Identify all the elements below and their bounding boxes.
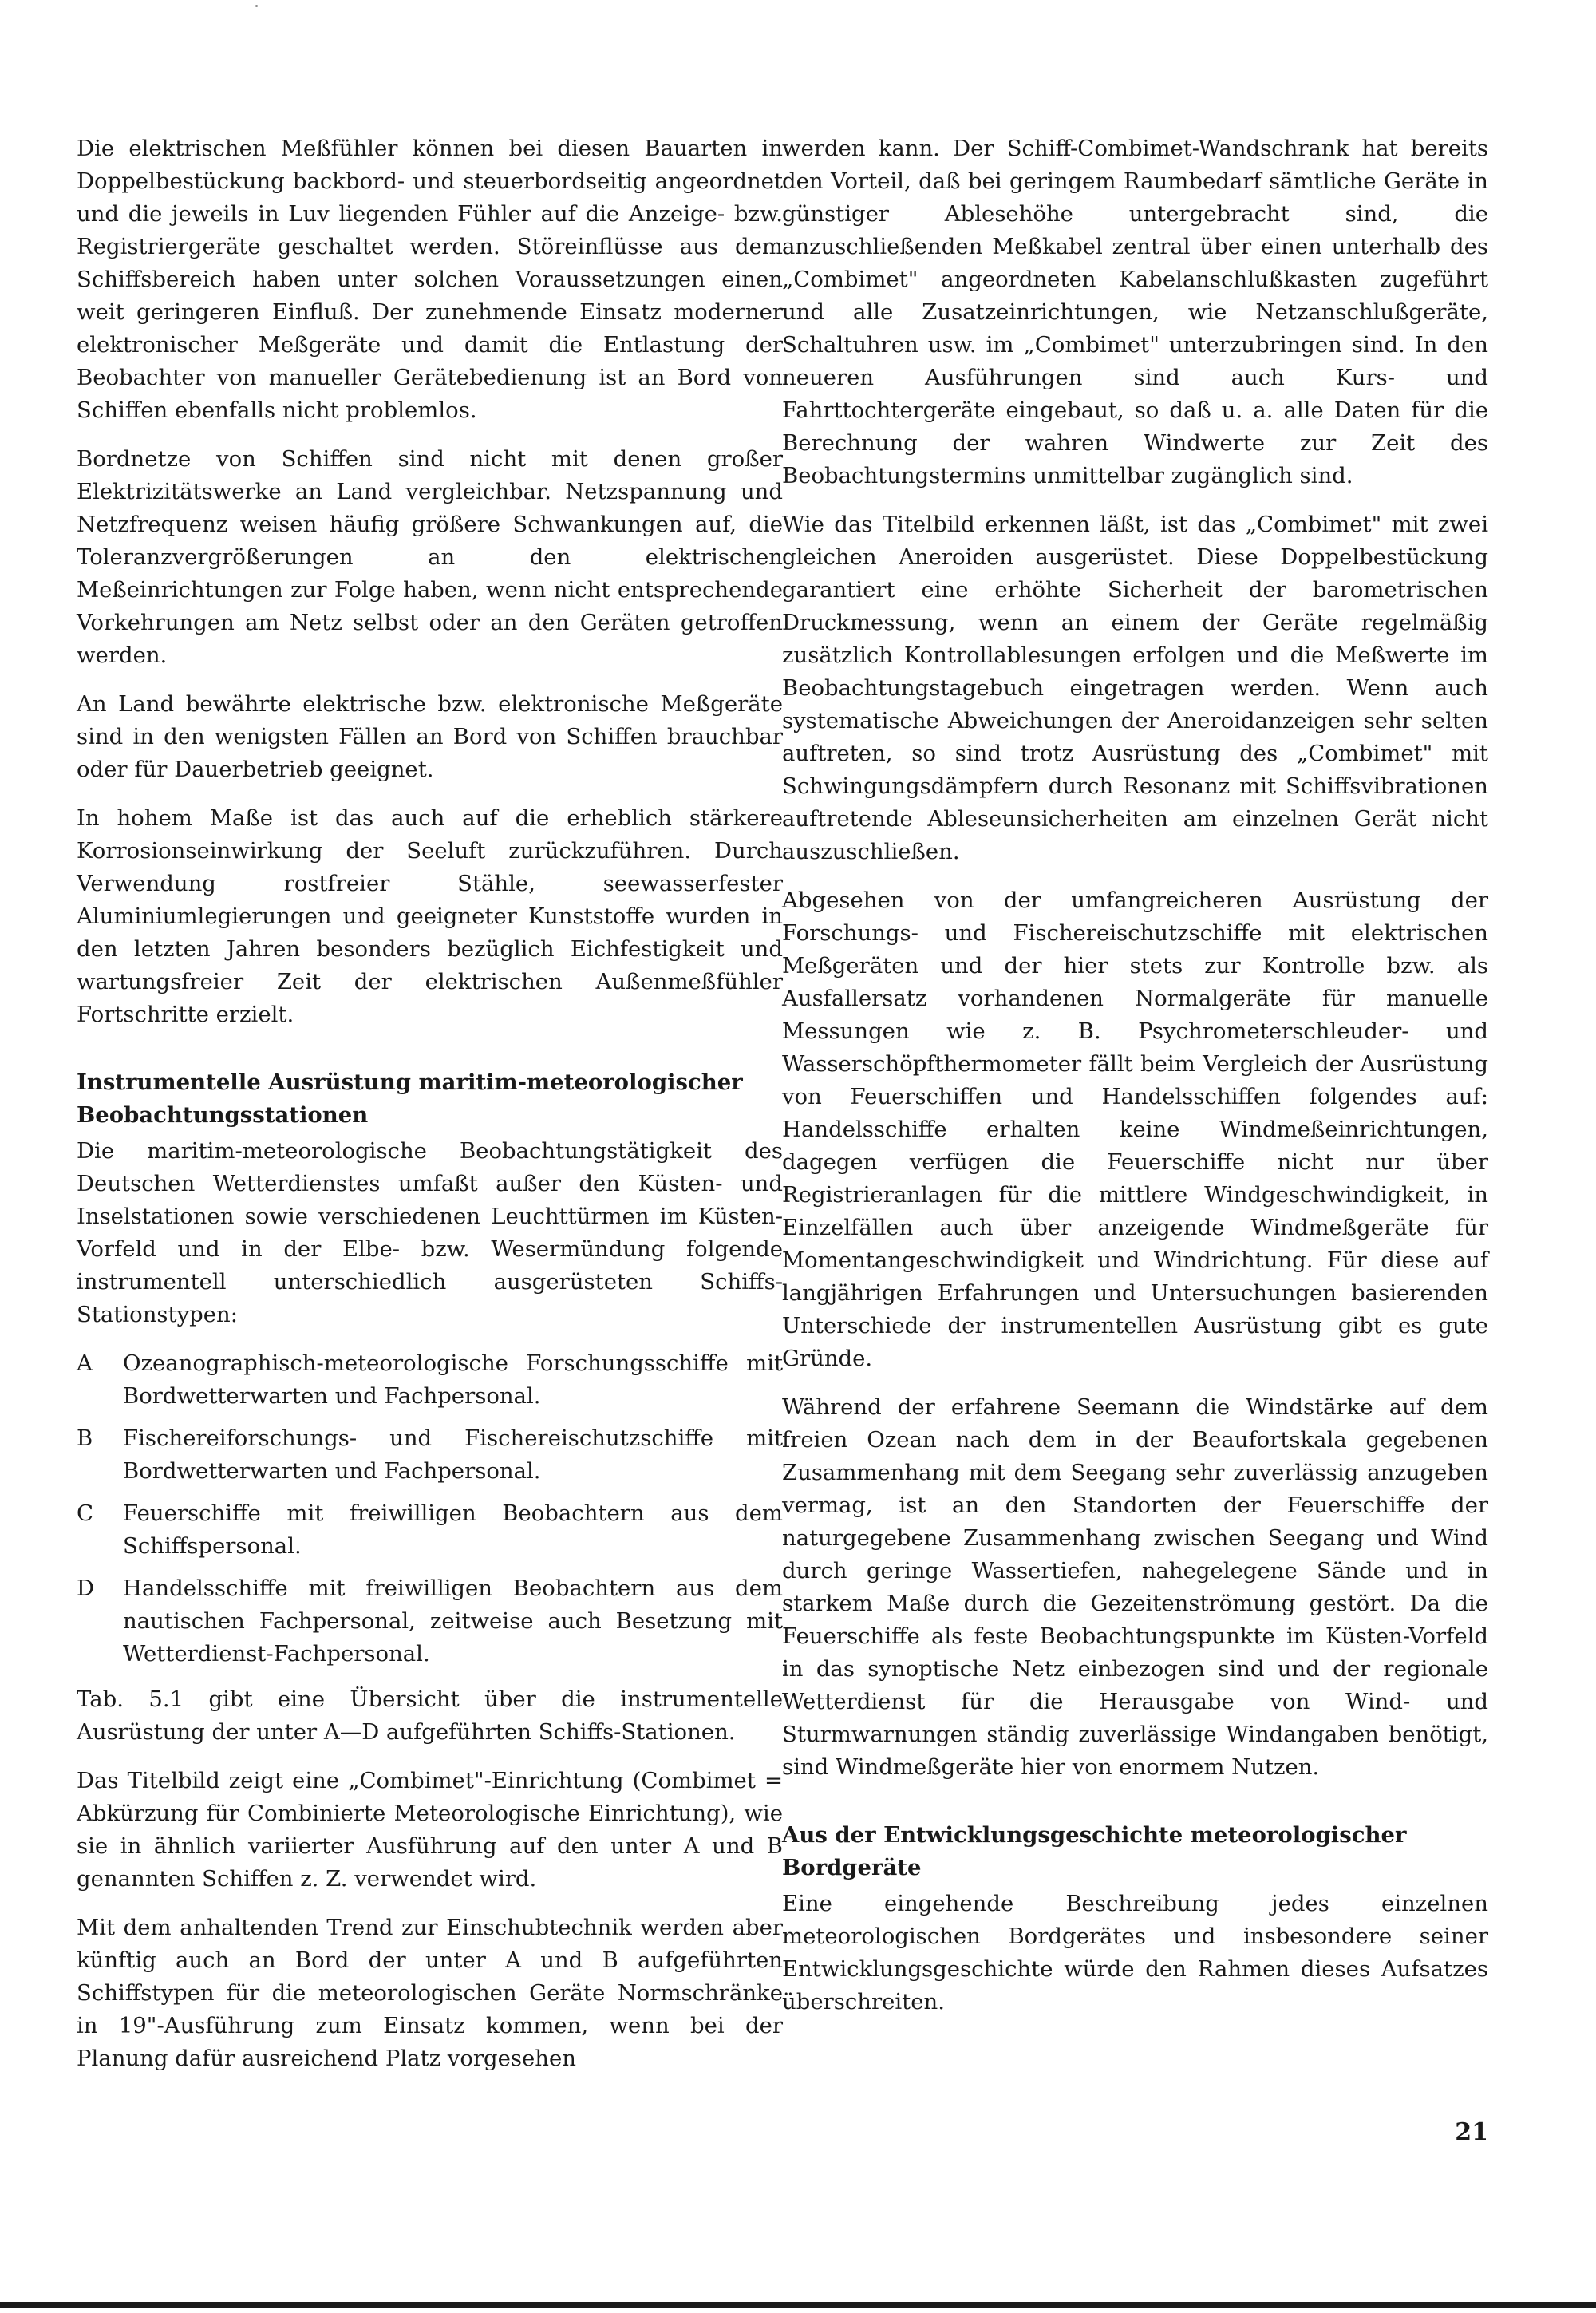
- bottom-rule: [0, 2302, 1596, 2308]
- paragraph-sensors: Die elektrischen Meßfühler können bei diesen Bauarten in Doppelbestückung backbord- und steuerbordseitig angeordnet und die jeweils in Luv liegenden Fühler auf die Anzeige- bzw. Registriergeräte geschaltet werden. Störeinflüsse aus dem Schiffsbereich haben unter solchen Voraussetzungen einen weit geringeren Einfluß. Der zunehmende Einsatz moderner elektronischer Meßgeräte und damit die Entlastung der Beobachter von manueller Gerätebedienung ist an Bord von Schiffen ebenfalls nicht problemlos.: [77, 136, 783, 423]
- list-text: Ozeanographisch-meteorologische Forschungsschiffe mit Bordwetterwarten und Fachpersonal.: [123, 1350, 783, 1409]
- list-letter: C: [77, 1500, 94, 1526]
- right-column: [782, 132, 1488, 2034]
- paragraph-comparison: Abgesehen von der umfangreicheren Ausrüstung der Forschungs- und Fischereischutzschiffe mit elektrischen Meßgeräten und der hier stets zur Kontrolle bzw. als Ausfallersatz vorhandenen Normalgeräte für manuelle Messungen wie z. B. Psychrometerschleuder- und Wasserschöpfthermometer fällt beim Vergleich der Ausrüstung von Feuerschiffen und Handelsschiffen folgendes auf: Handelsschiffe erhalten keine Windmeßeinrichtungen, dagegen verfügen die Feuerschiffe nicht nur über Registrieranlagen für die mittlere Windgeschwindigkeit, in Einzelfällen auch über anzeigende Windmeßgeräte für Momentangeschwindigkeit und Windrichtung. Für diese auf langjährigen Erfahrungen und Untersuchungen basierenden Unterschiede der instrumentellen Ausrüstung gibt es gute Gründe.: [782, 888, 1488, 1371]
- section-heading-history: Aus der Entwicklungsgeschichte meteorologischer Bordgeräte: [782, 1822, 1407, 1880]
- paragraph-aneroids: Wie das Titelbild erkennen läßt, ist das „Combimet" mit zwei gleichen Aneroiden ausgerüstet. Diese Doppelbestückung garantiert eine erhöhte Sicherheit der barometrischen Druckmessung, wenn an einem der Geräte regelmäßig zusätzlich Kontrollablesungen erfolgen und die Meßwerte im Beobachtungstagebuch eingetragen werden. Wenn auch systematische Abweichungen der Aneroidanzeigen sehr selten auftreten, so sind trotz Ausrüstung des „Combimet" mit Schwingungsdämpfern durch Resonanz mit Schiffsvibrationen auftretende Ableseunsicherheiten am einzelnen Gerät nicht auszuschließen.: [782, 512, 1488, 864]
- list-letter: A: [77, 1350, 93, 1376]
- paragraph-wall-cabinet: werden kann. Der Schiff-Combimet-Wandschrank hat bereits den Vorteil, daß bei geringem Raumbedarf sämtliche Geräte in günstiger Ablesehöhe untergebracht sind, die anzuschließenden Meßkabel zentral über einen unterhalb des „Combimet" angeordneten Kabelanschlußkasten zugeführt und alle Zusatzeinrichtungen, wie Netzanschlußgeräte, Schaltuhren usw. im „Combimet" unterzubringen sind. In den neueren Ausführungen sind auch Kurs- und Fahrttochtergeräte eingebaut, so daß u. a. alle Daten für die Berechnung der wahren Windwerte zur Zeit des Beobachtungstermins unmittelbar zugänglich sind.: [782, 136, 1488, 488]
- paragraph-combimet: Das Titelbild zeigt eine „Combimet"-Einrichtung (Combimet = Abkürzung für Combinierte Meteorologische Einrichtung), wie sie in ähnlich variierter Ausführung auf den unter A und B genannten Schiffen z. Z. verwendet wird.: [77, 1768, 783, 1892]
- list-item: [77, 1422, 783, 1488]
- list-item: [77, 1347, 783, 1413]
- list-item: [77, 1497, 783, 1563]
- paragraph-land-devices: An Land bewährte elektrische bzw. elektronische Meßgeräte sind in den wenigsten Fällen an Bord von Schiffen brauchbar oder für Dauerbetrieb geeignet.: [77, 691, 783, 782]
- paragraph-closing: Eine eingehende Beschreibung jedes einzelnen meteorologischen Bordgerätes und insbesondere seiner Entwicklungsgeschichte würde den Rahmen dieses Aufsatzes überschreiten.: [782, 1891, 1488, 2014]
- paragraph-corrosion: In hohem Maße ist das auch auf die erheblich stärkere Korrosionseinwirkung der Seeluft zurückzuführen. Durch Verwendung rostfreier Stähle, seewasserfester Aluminiumlegierungen und geeigneter Kunststoffe wurden in den letzten Jahren besonders bezüglich Eichfestigkeit und wartungsfreier Zeit der elektrischen Außenmeßfühler Fortschritte erzielt.: [77, 805, 783, 1027]
- list-text: Feuerschiffe mit freiwilligen Beobachtern aus dem Schiffspersonal.: [123, 1500, 783, 1559]
- list-letter: D: [77, 1576, 95, 1601]
- list-text: Handelsschiffe mit freiwilligen Beobachtern aus dem nautischen Fachpersonal, zeitweise auch Besetzung mit Wetterdienst-Fachpersonal.: [123, 1576, 783, 1667]
- list-text: Fischereiforschungs- und Fischereischutzschiffe mit Bordwetterwarten und Fachpersonal.: [123, 1425, 783, 1484]
- paragraph-intro: Die maritim-meteorologische Beobachtungstätigkeit des Deutschen Wetterdienstes umfaßt außer den Küsten- und Inselstationen sowie verschiedenen Leuchttürmen im Küsten-Vorfeld und in der Elbe- bzw. Wesermündung folgende instrumentell unterschiedlich ausgerüsteten Schiffs-Stationstypen:: [77, 1138, 783, 1327]
- paragraph-wind-force: Während der erfahrene Seemann die Windstärke auf dem freien Ozean nach dem in der Beaufortskala gegebenen Zusammenhang mit dem Seegang sehr zuverlässig anzugeben vermag, ist an den Standorten der Feuerschiffe der naturgegebene Zusammenhang zwischen Seegang und Wind durch geringe Wassertiefen, nahegelegene Sände und in starkem Maße durch die Gezeitenströmung gestört. Da die Feuerschiffe als feste Beobachtungspunkte im Küsten-Vorfeld in das synoptische Netz einbezogen sind und der regionale Wetterdienst für die Herausgabe von Wind- und Sturmwarnungen ständig zuverlässige Windangaben benötigt, sind Windmeßgeräte hier von enormem Nutzen.: [782, 1394, 1488, 1780]
- paragraph-table-reference: Tab. 5.1 gibt eine Übersicht über die instrumentelle Ausrüstung der unter A—D aufgeführten Schiffs-Stationen.: [77, 1686, 783, 1745]
- paragraph-ship-power: Bordnetze von Schiffen sind nicht mit denen großer Elektrizitätswerke an Land vergleichbar. Netzspannung und Netzfrequenz weisen häufig größere Schwankungen auf, die Toleranzvergrößerungen an den elektrischen Meßeinrichtungen zur Folge haben, wenn nicht entsprechende Vorkehrungen am Netz selbst oder an den Geräten getroffen werden.: [77, 446, 783, 668]
- left-column: [77, 132, 783, 2091]
- scan-speck: [255, 5, 258, 7]
- section-heading-equipment: Instrumentelle Ausrüstung maritim-meteorologischer Beobachtungsstationen: [77, 1070, 743, 1128]
- paragraph-trend: Mit dem anhaltenden Trend zur Einschubtechnik werden aber künftig auch an Bord der unter A und B aufgeführten Schiffstypen für die meteorologischen Geräte Normschränke in 19"-Ausführung zum Einsatz kommen, wenn bei der Planung dafür ausreichend Platz vorgesehen: [77, 1915, 783, 2071]
- list-letter: B: [77, 1425, 93, 1451]
- list-item: [77, 1572, 783, 1670]
- page-number: 21: [1455, 2118, 1488, 2146]
- station-type-list: [77, 1347, 783, 1670]
